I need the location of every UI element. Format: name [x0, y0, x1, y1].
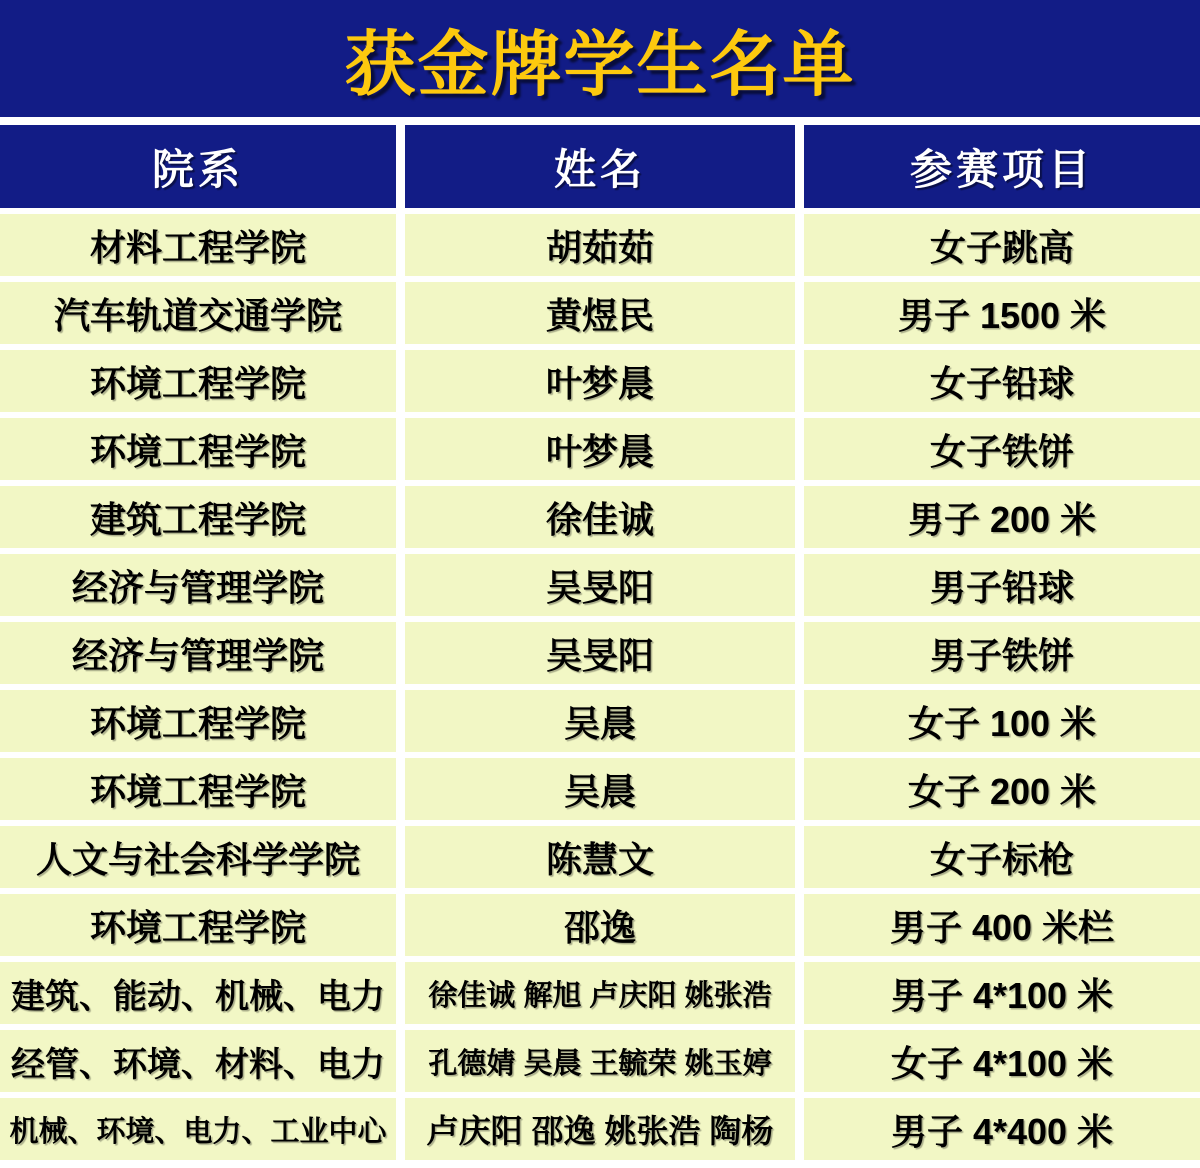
- name-cell: 孔德婧 吴晨 王毓荣 姚玉婷: [405, 1030, 795, 1092]
- event-cell: 男子铅球: [804, 554, 1200, 616]
- department-cell: 建筑工程学院: [0, 486, 396, 548]
- event-cell: 女子 200 米: [804, 758, 1200, 820]
- event-cell: 男子 4*400 米: [804, 1098, 1200, 1160]
- department-cell: 机械、环境、电力、工业中心: [0, 1098, 396, 1160]
- page-title: 获金牌学生名单: [344, 25, 856, 105]
- department-cell: 经济与管理学院: [0, 554, 396, 616]
- event-cell: 女子标枪: [804, 826, 1200, 888]
- medal-table: [0, 125, 1200, 1160]
- event-cell: 女子跳高: [804, 214, 1200, 276]
- name-cell: 叶梦晨: [405, 418, 795, 480]
- department-cell: 环境工程学院: [0, 894, 396, 956]
- department-cell: 环境工程学院: [0, 350, 396, 412]
- event-cell: 女子铁饼: [804, 418, 1200, 480]
- event-cell: 男子 4*100 米: [804, 962, 1200, 1024]
- department-cell: 建筑、能动、机械、电力: [0, 962, 396, 1024]
- header-cell-name: 姓名: [405, 125, 795, 208]
- name-cell: 陈慧文: [405, 826, 795, 888]
- title-banner: [0, 0, 1200, 117]
- name-cell: 黄煜民: [405, 282, 795, 344]
- department-cell: 人文与社会科学学院: [0, 826, 396, 888]
- event-cell: 男子 200 米: [804, 486, 1200, 548]
- event-cell: 女子铅球: [804, 350, 1200, 412]
- event-cell: 男子 1500 米: [804, 282, 1200, 344]
- department-cell: 环境工程学院: [0, 758, 396, 820]
- name-cell: 卢庆阳 邵逸 姚张浩 陶杨: [405, 1098, 795, 1160]
- department-cell: 环境工程学院: [0, 690, 396, 752]
- name-cell: 胡茹茹: [405, 214, 795, 276]
- name-cell: 吴晨: [405, 690, 795, 752]
- name-cell: 叶梦晨: [405, 350, 795, 412]
- header-cell-department: 院系: [0, 125, 396, 208]
- department-cell: 经管、环境、材料、电力: [0, 1030, 396, 1092]
- name-cell: 徐佳诚: [405, 486, 795, 548]
- department-cell: 材料工程学院: [0, 214, 396, 276]
- name-cell: 吴晨: [405, 758, 795, 820]
- name-cell: 徐佳诚 解旭 卢庆阳 姚张浩: [405, 962, 795, 1024]
- event-cell: 男子铁饼: [804, 622, 1200, 684]
- department-cell: 环境工程学院: [0, 418, 396, 480]
- name-cell: 吴旻阳: [405, 554, 795, 616]
- name-cell: 吴旻阳: [405, 622, 795, 684]
- event-cell: 女子 100 米: [804, 690, 1200, 752]
- name-cell: 邵逸: [405, 894, 795, 956]
- department-cell: 汽车轨道交通学院: [0, 282, 396, 344]
- header-cell-event: 参赛项目: [804, 125, 1200, 208]
- event-cell: 女子 4*100 米: [804, 1030, 1200, 1092]
- department-cell: 经济与管理学院: [0, 622, 396, 684]
- event-cell: 男子 400 米栏: [804, 894, 1200, 956]
